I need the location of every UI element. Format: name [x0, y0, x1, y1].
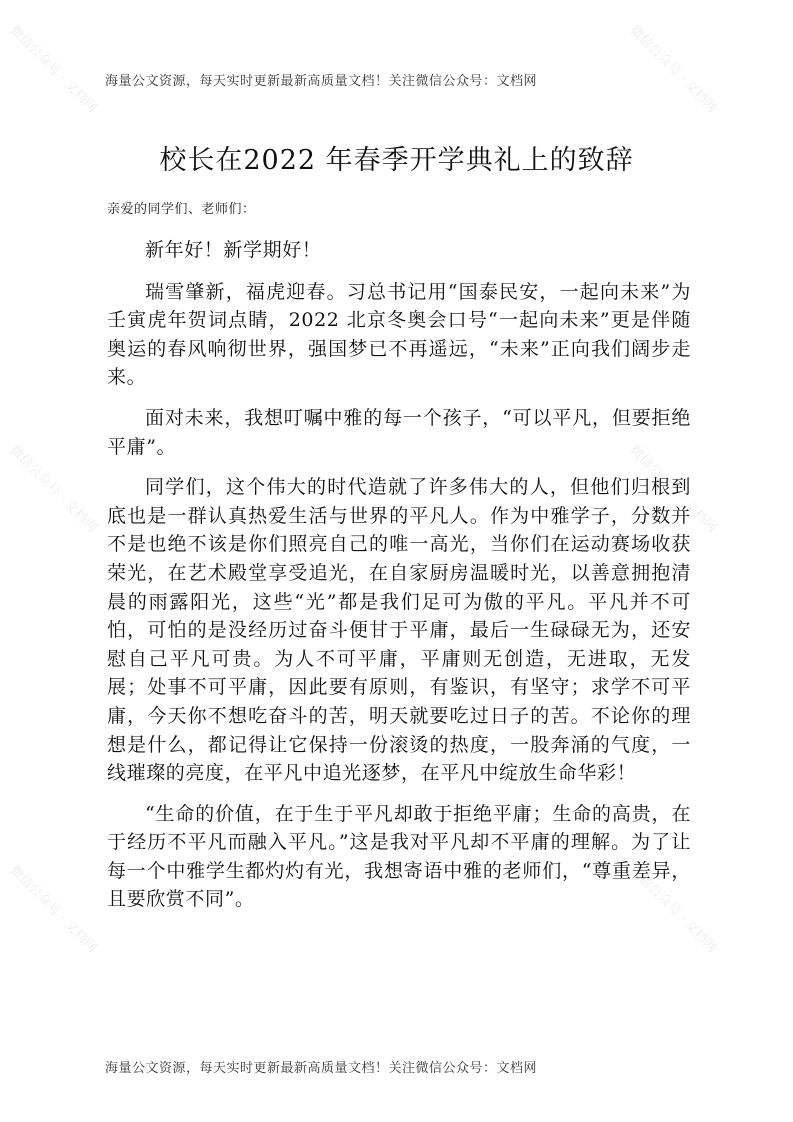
document-title: 校长在2022 年春季开学典礼上的致辞 — [159, 145, 634, 176]
paragraph: 瑞雪肇新，福虎迎春。习总书记用“国泰民安，一起向未来”为壬寅虎年贺词点睛，2022 北京冬奥会口号“一起向未来”更是伴随奥运的春风响彻世界，强国梦已不再遥远，“未来”正向我们阔步走来。 — [107, 280, 691, 389]
header-note: 海量公文资源，每天实时更新最新高质量文档！关注微信公众号：文档网 — [105, 74, 538, 89]
document-body — [107, 236, 691, 926]
footer-note: 海量公文资源，每天实时更新最新高质量文档！关注微信公众号：文档网 — [105, 1061, 538, 1076]
watermark-text: 微信公众号 · 文档网 — [626, 22, 720, 116]
watermark-text: 微信公众号 · 文档网 — [6, 442, 100, 536]
watermark-text: 微信公众号 · 文档网 — [6, 22, 100, 116]
watermark-text: 微信公众号 · 文档网 — [626, 442, 720, 536]
paragraph: “生命的价值，在于生于平凡却敢于拒绝平庸；生命的高贵，在于经历不平凡而融入平凡。”这是我对平凡却不平庸的理解。为了让每一个中雅学生都灼灼有光，我想寄语中雅的老师们，“尊重差异，且要欣赏不同”。 — [107, 802, 691, 911]
watermark-text: 微信公众号 · 文档网 — [626, 862, 720, 956]
salutation: 亲爱的同学们、老师们： — [107, 202, 256, 217]
paragraph: 同学们，这个伟大的时代造就了许多伟大的人，但他们归根到底也是一群认真热爱生活与世界的平凡人。作为中雅学子，分数并不是也绝不该是你们照亮自己的唯一高光，当你们在运动赛场收获荣光，在艺术殿堂享受追光，在自家厨房温暖时光，以善意拥抱清晨的雨露阳光，这些“光”都是我们足可为傲的平凡。平凡并不可怕，可怕的是没经历过奋斗便甘于平庸，最后一生碌碌无为，还安慰自己平凡可贵。为人不可平庸，平庸则无创造，无进取，无发展；处事不可平庸，因此要有原则，有鉴识，有坚守；求学不可平庸，今天你不想吃奋斗的苦，明天就要吃过日子的苦。不论你的理想是什么，都记得让它保持一份滚烫的热度，一股奔涌的气度，一线璀璨的亮度，在平凡中追光逐梦，在平凡中绽放生命华彩！ — [107, 476, 691, 785]
watermark-text: 微信公众号 · 文档网 — [6, 862, 100, 956]
paragraph: 新年好！新学期好！ — [145, 239, 322, 261]
paragraph: 面对未来，我想叮嘱中雅的每一个孩子，“可以平凡，但要拒绝平庸”。 — [107, 406, 691, 458]
